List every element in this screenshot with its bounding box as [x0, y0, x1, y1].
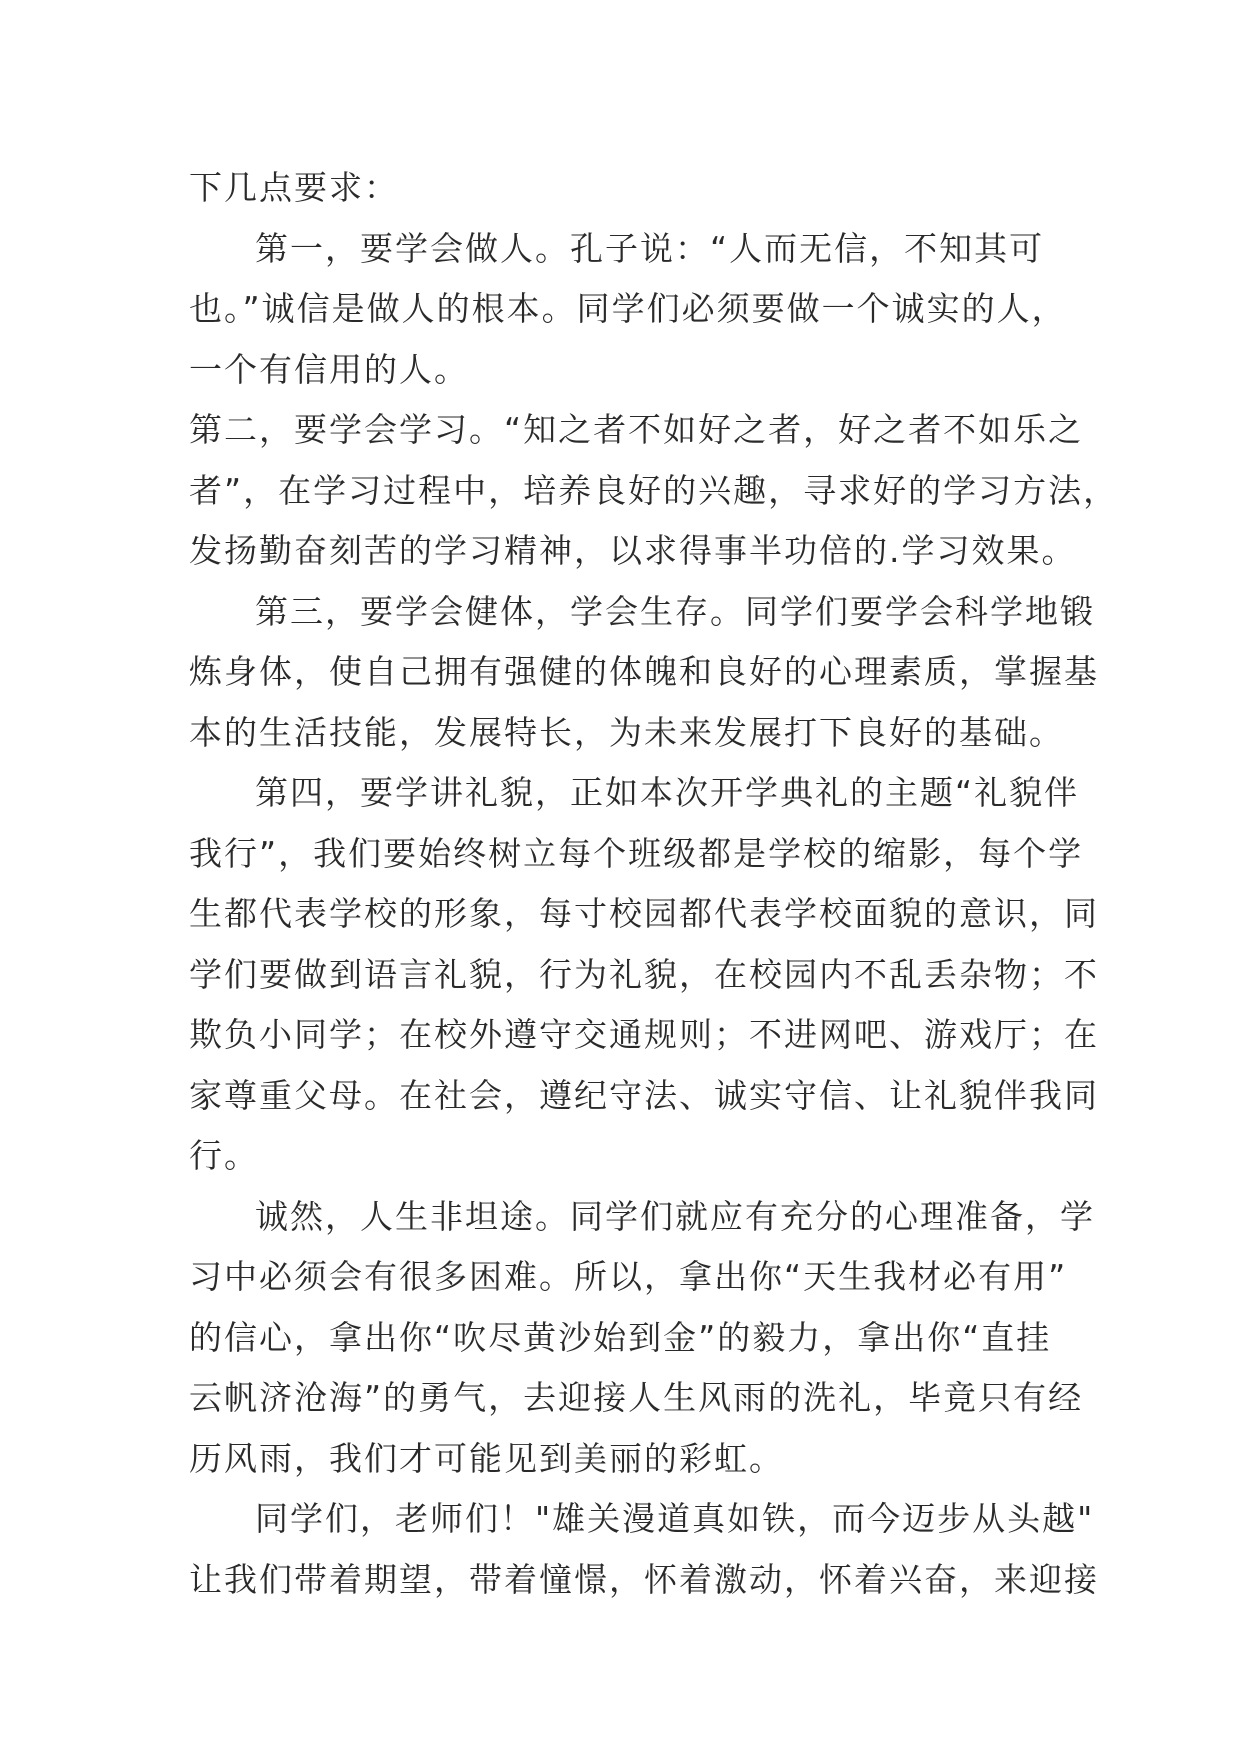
text-line: 第一，要学会做人。孔子说：“人而无信，不知其可 — [255, 228, 1045, 268]
text-line: 云帆济沧海”的勇气，去迎接人生风雨的洗礼，毕竟只有经 — [189, 1378, 1084, 1417]
text-line: 历风雨，我们才可能见到美丽的彩虹。 — [189, 1438, 784, 1478]
text-line: 炼身体，使自己拥有强健的体魄和良好的心理素质，掌握基 — [189, 652, 1099, 691]
text-line: 者”，在学习过程中，培养良好的兴趣，寻求好的学习方法， — [189, 470, 1119, 510]
text-line: 让我们带着期望，带着憧憬，怀着激动，怀着兴奋，来迎接 — [189, 1559, 1099, 1599]
text-line: 习中必须会有很多困难。所以，拿出你“天生我材必有用” — [189, 1257, 1068, 1296]
text-line: 本的生活技能，发展特长，为未来发展打下良好的基础。 — [189, 712, 1064, 752]
text-line: 第三，要学会健体，学会生存。同学们要学会科学地锻 — [255, 591, 1095, 631]
text-line: 也。”诚信是做人的根本。同学们必须要做一个诚实的人， — [189, 289, 1067, 328]
text-line: 欺负小同学；在校外遵守交通规则；不进网吧、游戏厅；在 — [189, 1015, 1099, 1054]
text-line: 行。 — [189, 1136, 259, 1175]
text-line: 同学们，老师们！"雄关漫道真如铁，而今迈步从头越" — [255, 1499, 1095, 1538]
text-line: 的信心，拿出你“吹尽黄沙始到金”的毅力，拿出你“直挂 — [189, 1317, 1052, 1357]
body-text — [189, 158, 1119, 1610]
text-line: 第二，要学会学习。“知之者不如好之者，好之者不如乐之 — [189, 410, 1084, 449]
text-line: 诚然，人生非坦途。同学们就应有充分的心理准备，学 — [255, 1196, 1095, 1236]
text-line: 家尊重父母。在社会，遵纪守法、诚实守信、让礼貌伴我同 — [189, 1075, 1099, 1115]
text-line: 发扬勤奋刻苦的学习精神，以求得事半功倍的.学习效果。 — [189, 531, 1077, 570]
text-line: 下几点要求： — [189, 168, 399, 207]
text-line: 学们要做到语言礼貌，行为礼貌，在校园内不乱丢杂物；不 — [189, 954, 1099, 994]
text-line: 第四，要学讲礼貌，正如本次开学典礼的主题“礼貌伴 — [255, 773, 1080, 812]
text-line: 我行”，我们要始终树立每个班级都是学校的缩影，每个学 — [189, 833, 1084, 873]
text-line: 一个有信用的人。 — [189, 349, 469, 389]
text-line: 生都代表学校的形象，每寸校园都代表学校面貌的意识，同 — [189, 894, 1099, 933]
